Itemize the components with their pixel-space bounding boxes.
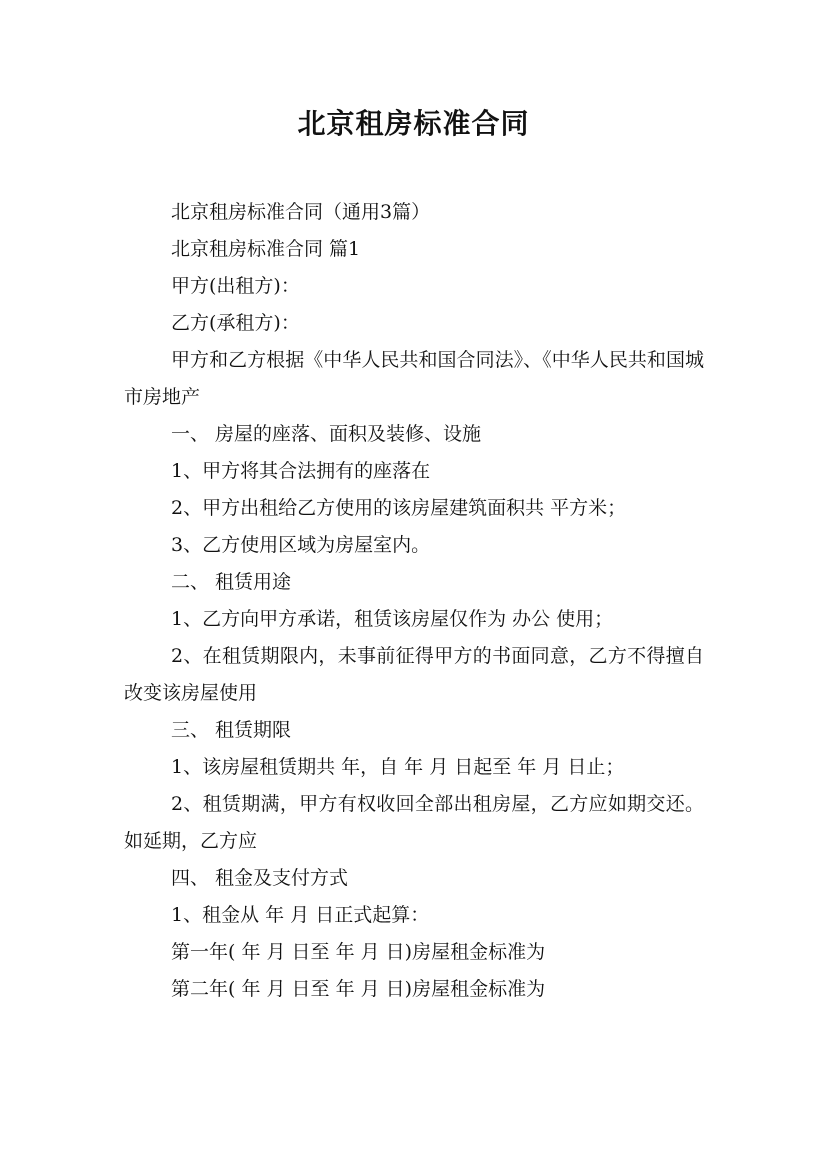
paragraph-rent-year-2: 第二年( 年 月 日至 年 月 日)房屋租金标准为 (171, 978, 546, 1000)
document-title: 北京租房标准合同 (297, 107, 530, 140)
paragraph-clause-2-2: 2、在租赁期限内，未事前征得甲方的书面同意，乙方不得擅自改变该房屋使用 (124, 645, 704, 704)
paragraph-clause-3-heading: 三、 租赁期限 (171, 719, 292, 741)
paragraph-section-heading: 北京租房标准合同 篇1 (171, 238, 361, 260)
paragraph-clause-4-heading: 四、 租金及支付方式 (171, 867, 349, 889)
paragraph-clause-1-2: 2、甲方出租给乙方使用的该房屋建筑面积共 平方米； (171, 497, 627, 519)
paragraph-clause-3-2: 2、租赁期满，甲方有权收回全部出租房屋，乙方应如期交还。如延期，乙方应 (124, 793, 704, 852)
paragraph-clause-2-heading: 二、 租赁用途 (171, 571, 292, 593)
document-body (124, 194, 704, 1008)
paragraph-clause-1-1: 1、甲方将其合法拥有的座落在 (171, 460, 431, 482)
paragraph-legal-basis: 甲方和乙方根据《中华人民共和国合同法》、《中华人民共和国城市房地产 (124, 349, 704, 408)
paragraph-rent-year-1: 第一年( 年 月 日至 年 月 日)房屋租金标准为 (171, 941, 546, 963)
paragraph-clause-1-3: 3、乙方使用区域为房屋室内。 (171, 534, 431, 556)
paragraph-clause-2-1: 1、乙方向甲方承诺，租赁该房屋仅作为 办公 使用； (171, 608, 614, 630)
paragraph-clause-3-1: 1、该房屋租赁期共 年，自 年 月 日起至 年 月 日止； (171, 756, 625, 778)
paragraph-clause-1-heading: 一、 房屋的座落、面积及装修、设施 (171, 423, 482, 445)
paragraph-party-b: 乙方(承租方)： (171, 312, 300, 334)
paragraph-subtitle: 北京租房标准合同（通用3篇） (171, 201, 431, 223)
paragraph-party-a: 甲方(出租方)： (171, 275, 300, 297)
paragraph-clause-4-1: 1、租金从 年 月 日正式起算： (171, 904, 430, 926)
